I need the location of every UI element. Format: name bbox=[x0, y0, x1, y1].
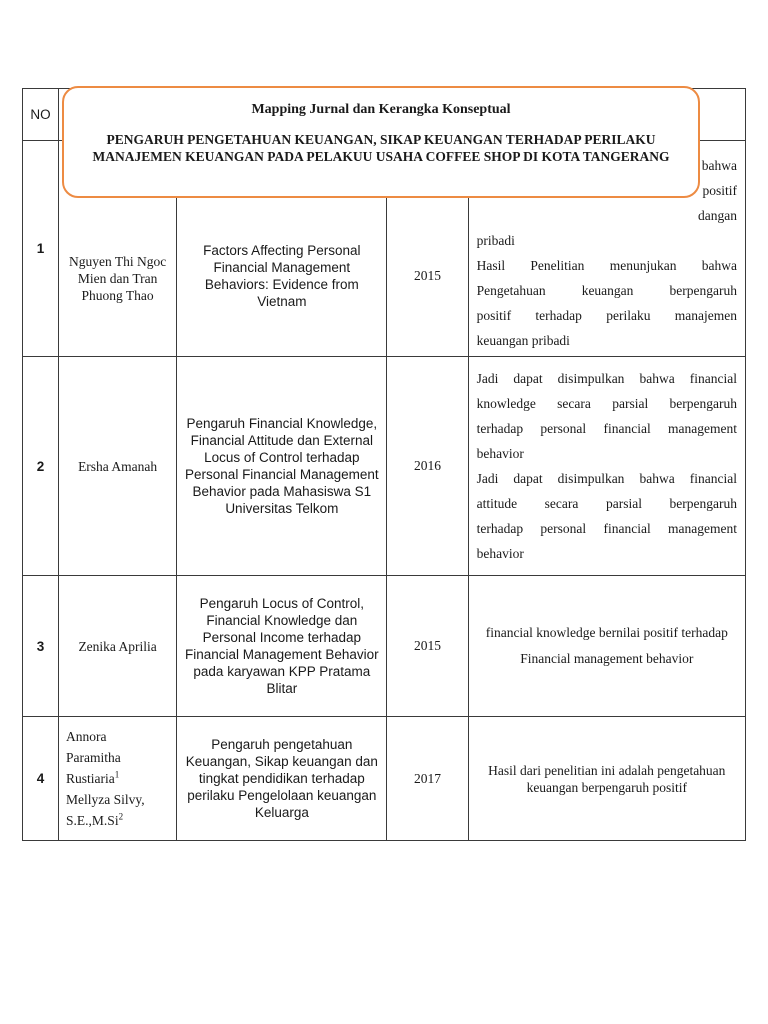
table-row bbox=[23, 357, 746, 576]
footnote-mark: 2 bbox=[118, 811, 124, 822]
result-line: knowledge secara parsial berpengaruh bbox=[476, 396, 737, 411]
title-cell: Pengaruh pengetahuan Keuangan, Sikap keuangan dan tingkat pendidikan terhadap perilaku Pengelolaan keuangan Keluarga bbox=[177, 717, 387, 841]
result-line: positif terhadap perilaku manajemen bbox=[476, 308, 737, 323]
year-cell: 2015 bbox=[387, 141, 468, 357]
mapping-table bbox=[22, 88, 746, 841]
result-cell bbox=[468, 717, 745, 841]
row-number: 2 bbox=[23, 357, 59, 576]
year-cell: 2016 bbox=[387, 357, 468, 576]
table-row bbox=[23, 717, 746, 841]
result-line: attitude secara parsial berpengaruh bbox=[476, 496, 737, 511]
author-line: Mellyza Silvy, bbox=[66, 792, 145, 807]
result-line: Pengetahuan keuangan berpengaruh bbox=[476, 283, 737, 298]
year-cell: 2015 bbox=[387, 576, 468, 717]
result-partial-line: bahwa bbox=[701, 158, 737, 173]
footnote-mark: 1 bbox=[114, 769, 120, 780]
result-cell bbox=[468, 357, 745, 576]
year-cell: 2017 bbox=[387, 717, 468, 841]
result-text: financial knowledge bernilai positif terhadap Financial management behavior bbox=[485, 625, 728, 666]
author-line: Annora bbox=[66, 729, 107, 744]
row-number: 4 bbox=[23, 717, 59, 841]
result-line: Hasil Penelitian menunjukan bahwa bbox=[476, 258, 737, 273]
title-callout bbox=[62, 86, 700, 198]
author-cell: Ersha Amanah bbox=[59, 357, 177, 576]
row-number: 1 bbox=[23, 141, 59, 357]
author-cell bbox=[59, 717, 177, 841]
result-partial-line: pribadi bbox=[476, 233, 515, 248]
author-line: Paramitha bbox=[66, 750, 121, 765]
result-line: behavior bbox=[476, 446, 524, 461]
author-cell: Zenika Aprilia bbox=[59, 576, 177, 717]
research-title: PENGARUH PENGETAHUAN KEUANGAN, SIKAP KEUANGAN TERHADAP PERILAKU MANAJEMEN KEUANGAN PADA PELAKUU USAHA COFFEE SHOP DI KOTA TANGERANG bbox=[92, 132, 670, 164]
title-cell: Factors Affecting Personal Financial Management Behaviors: Evidence from Vietnam bbox=[177, 141, 387, 357]
author-cell: Nguyen Thi Ngoc Mien dan Tran Phuong Thao bbox=[59, 141, 177, 357]
title-cell: Pengaruh Locus of Control, Financial Knowledge dan Personal Income terhadap Financial Management Behavior pada karyawan KPP Pratama Blitar bbox=[177, 576, 387, 717]
result-text: Hasil dari penelitian ini adalah pengetahuan keuangan berpengaruh positif bbox=[488, 762, 726, 795]
author-line: S.E.,M.Si$^2$ bbox=[66, 811, 124, 828]
title-cell: Pengaruh Financial Knowledge, Financial Attitude dan External Locus of Control terhadap Personal Financial Management Behavior pada Mahasiswa S1 Universitas Telkom bbox=[177, 357, 387, 576]
result-line: Jadi dapat disimpulkan bahwa financial bbox=[476, 471, 737, 486]
header-no: NO bbox=[23, 89, 59, 141]
table-row bbox=[23, 576, 746, 717]
document-title: Mapping Jurnal dan Kerangka Konseptual bbox=[251, 102, 511, 117]
result-partial-line: dangan bbox=[698, 208, 737, 223]
result-partial-line: positif bbox=[702, 183, 737, 198]
result-line: terhadap personal financial management bbox=[476, 421, 737, 436]
author-line: Rustiaria$^1$ bbox=[66, 769, 120, 786]
result-line: terhadap personal financial management bbox=[476, 521, 737, 536]
result-cell bbox=[468, 576, 745, 717]
result-line: Jadi dapat disimpulkan bahwa financial bbox=[476, 371, 737, 386]
result-line: keuangan pribadi bbox=[476, 333, 570, 348]
result-line: behavior bbox=[476, 546, 524, 561]
row-number: 3 bbox=[23, 576, 59, 717]
